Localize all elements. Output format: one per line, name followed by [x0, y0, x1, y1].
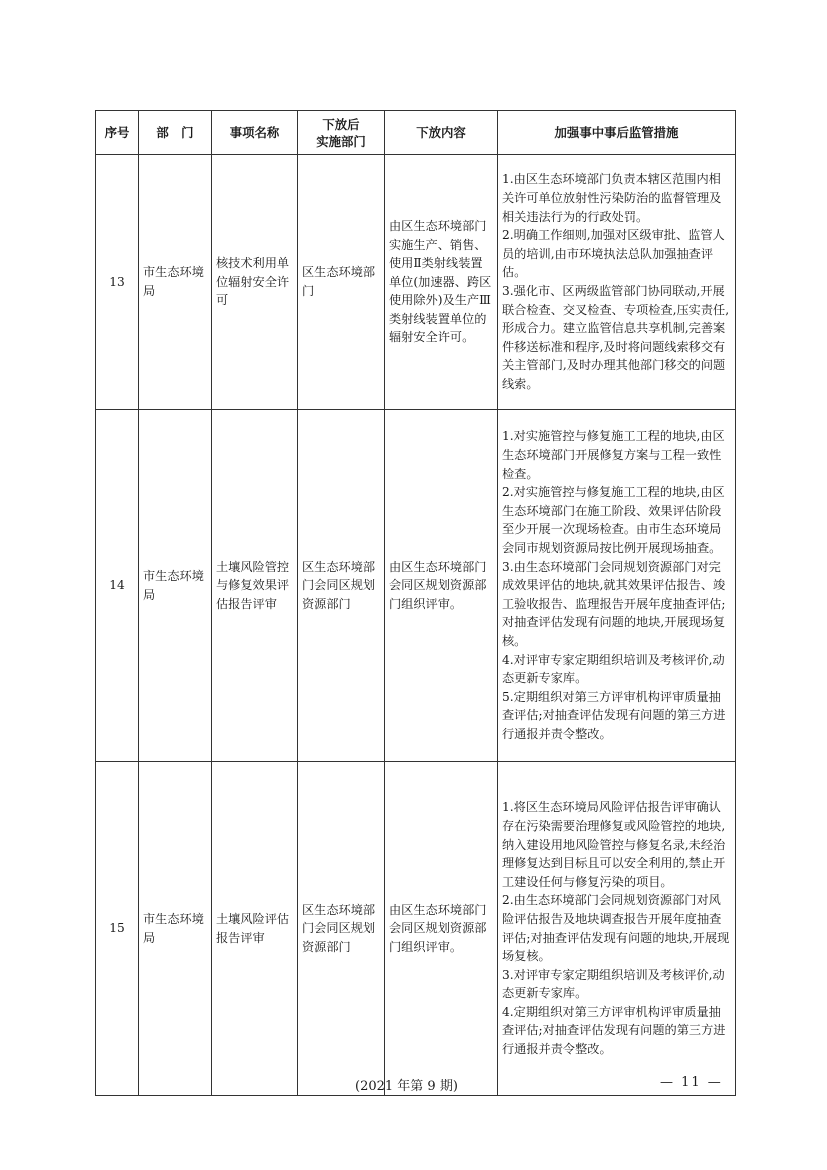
- header-dept: 部 门: [139, 111, 212, 155]
- cell-content: 由区生态环境部门会同区规划资源部门组织评审。: [385, 410, 498, 762]
- cell-no: 15: [96, 762, 139, 1096]
- header-impl-dept: 下放后 实施部门: [298, 111, 385, 155]
- header-content: 下放内容: [385, 111, 498, 155]
- delegation-table: [95, 110, 736, 1096]
- cell-measures: 1.由区生态环境部门负责本辖区范围内相关许可单位放射性污染防治的监督管理及相关违法行为的行政处罚。 2.明确工作细则,加强对区级审批、监管人员的培训,由市环境执法总队加强抽查评估。 3.强化市、区两级监管部门协同联动,开展联合检查、交叉检查、专项检查,压实责任,形成合力。建立监管信息共享机制,完善案件移送标准和程序,及时将问题线索移交有关主管部门,及时办理其他部门移交的问题线索。: [498, 155, 736, 410]
- cell-content: 由区生态环境部门实施生产、销售、使用Ⅱ类射线装置单位(加速器、跨区使用除外)及生产Ⅲ类射线装置单位的辐射安全许可。: [385, 155, 498, 410]
- header-item: 事项名称: [212, 111, 298, 155]
- cell-dept: 市生态环境局: [139, 410, 212, 762]
- cell-measures: 1.将区生态环境局风险评估报告评审确认存在污染需要治理修复或风险管控的地块,纳入建设用地风险管控与修复名录,未经治理修复达到目标且可以安全利用的,禁止开工建设任何与修复污染的项目。 2.由生态环境部门会同规划资源部门对风险评估报告及地块调查报告开展年度抽查评估;对抽查评估发现有问题的地块,开展现场复核。 3.对评审专家定期组织培训及考核评价,动态更新专家库。 4.定期组织对第三方评审机构评审质量抽查评估;对抽查评估发现有问题的第三方进行通报并责令整改。: [498, 762, 736, 1096]
- cell-item: 核技术利用单位辐射安全许可: [212, 155, 298, 410]
- cell-measures: 1.对实施管控与修复施工工程的地块,由区生态环境部门开展修复方案与工程一致性检查。 2.对实施管控与修复施工工程的地块,由区生态环境部门在施工阶段、效果评估阶段至少开展一次现场检查。由市生态环境局会同市规划资源局按比例开展现场抽查。 3.由生态环境部门会同规划资源部门对完成效果评估的地块,就其效果评估报告、竣工验收报告、监理报告开展年度抽查评估;对抽查评估发现有问题的地块,开展现场复核。 4.对评审专家定期组织培训及考核评价,动态更新专家库。 5.定期组织对第三方评审机构评审质量抽查评估;对抽查评估发现有问题的第三方进行通报并责令整改。: [498, 410, 736, 762]
- table-header-row: [96, 111, 736, 155]
- cell-impl-dept: 区生态环境部门会同区规划资源部门: [298, 410, 385, 762]
- cell-impl-dept: 区生态环境部门会同区规划资源部门: [298, 762, 385, 1096]
- cell-item: 土壤风险评估报告评审: [212, 762, 298, 1096]
- cell-impl-dept: 区生态环境部门: [298, 155, 385, 410]
- cell-dept: 市生态环境局: [139, 155, 212, 410]
- page-number: — 11 —: [660, 1075, 723, 1090]
- cell-item: 土壤风险管控与修复效果评估报告评审: [212, 410, 298, 762]
- cell-dept: 市生态环境局: [139, 762, 212, 1096]
- header-no: 序号: [96, 111, 139, 155]
- table-row: [96, 410, 736, 762]
- table-row: [96, 155, 736, 410]
- table-row: [96, 762, 736, 1096]
- cell-no: 14: [96, 410, 139, 762]
- cell-no: 13: [96, 155, 139, 410]
- issue-label: (2021 年第 9 期): [355, 1079, 458, 1094]
- cell-content: 由区生态环境部门会同区规划资源部门组织评审。: [385, 762, 498, 1096]
- header-measures: 加强事中事后监管措施: [498, 111, 736, 155]
